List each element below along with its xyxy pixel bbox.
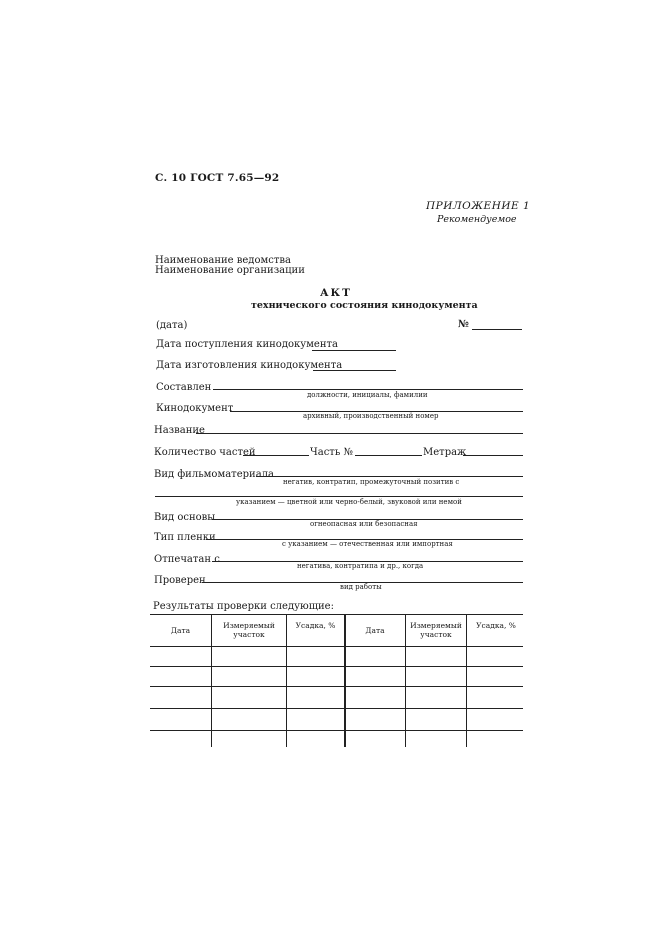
column-divider: [466, 614, 467, 747]
number-label: №: [458, 319, 469, 330]
receipt-date-line: [312, 350, 396, 351]
column-header-shrinkage: Усадка, %: [476, 621, 516, 630]
compiled-by-label: Составлен: [156, 382, 212, 393]
column-divider: [286, 614, 287, 747]
organization-label: Наименование организации: [155, 265, 305, 276]
document-subtitle: технического состояния кинодокумента: [251, 300, 478, 311]
part-no-label: Часть №: [310, 447, 353, 458]
results-table: [150, 614, 523, 747]
film-kind-label: Тип пленки: [154, 532, 216, 543]
date-label: (дата): [156, 320, 188, 331]
film-type-hint-1: негатив, контратип, промежуточный позитив с: [283, 478, 460, 486]
footage-label: Метраж: [423, 447, 467, 458]
compiled-by-hint: должности, инициалы, фамилии: [307, 391, 428, 399]
parts-count-label: Количество частей: [154, 447, 256, 458]
part-no-line: [355, 455, 422, 456]
film-kind-hint: с указанием — отечественная или импортная: [282, 540, 453, 548]
base-type-hint: огнеопасная или безопасная: [310, 520, 418, 528]
footage-line: [463, 455, 523, 456]
column-header-shrinkage: Усадка, %: [295, 621, 336, 630]
table-row-line: [150, 730, 523, 731]
column-header-date: Дата: [170, 626, 191, 635]
name-label: Название: [154, 425, 205, 436]
receipt-date-label: Дата поступления кинодокумента: [156, 339, 338, 350]
film-document-label: Кинодокумент: [156, 403, 234, 414]
results-caption: Результаты проверки следующие:: [153, 601, 334, 612]
film-document-hint: архивный, производственный номер: [303, 412, 439, 420]
production-date-label: Дата изготовления кинодокумента: [156, 360, 343, 371]
printed-from-label: Отпечатан с: [154, 554, 220, 565]
table-top-rule: [150, 614, 523, 615]
checked-label: Проверен: [154, 575, 206, 586]
printed-from-hint: негатива, контратипа и др., когда: [297, 562, 424, 570]
table-row-line: [150, 686, 523, 687]
name-line: [196, 433, 523, 434]
number-line: [472, 329, 522, 330]
table-header-rule: [150, 646, 523, 647]
base-type-label: Вид основы: [154, 512, 216, 523]
department-label: Наименование ведомства: [155, 255, 291, 266]
film-type-label: Вид фильмоматериала: [154, 469, 274, 480]
film-type-line-2: [155, 496, 523, 497]
column-divider: [211, 614, 212, 747]
film-type-line: [256, 476, 523, 477]
production-date-line: [313, 370, 396, 371]
page-reference: С. 10 ГОСТ 7.65—92: [155, 172, 280, 184]
column-header-date: Дата: [365, 626, 385, 635]
parts-count-line: [243, 455, 309, 456]
appendix-status: Рекомендуемое: [437, 214, 517, 225]
appendix-label: ПРИЛОЖЕНИЕ 1: [426, 200, 531, 212]
checked-hint: вид работы: [340, 583, 382, 591]
column-header-measured-section: Измеряемый участок: [223, 621, 275, 639]
table-row-line: [150, 708, 523, 709]
table-row-line: [150, 666, 523, 667]
film-type-hint-2: указанием — цветной или черно-белый, звуковой или немой: [236, 498, 462, 506]
compiled-by-line: [213, 389, 523, 390]
document-title: АКТ: [320, 287, 352, 299]
column-header-measured-section: Измеряемый участок: [410, 621, 462, 639]
